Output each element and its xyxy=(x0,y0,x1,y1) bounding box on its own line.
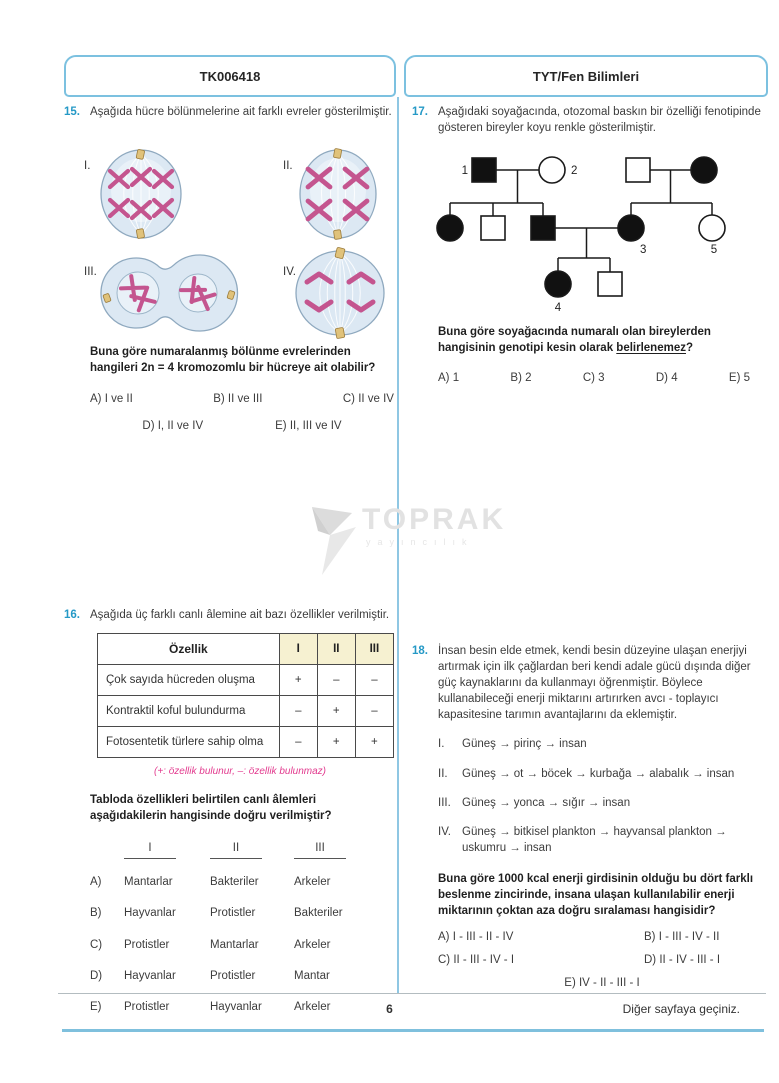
toprak-logo-icon xyxy=(306,505,358,577)
question-16 xyxy=(64,607,394,1015)
cell-figure-1-metaphase xyxy=(96,146,188,242)
answer-col-header-ii: II xyxy=(210,840,262,859)
question-17 xyxy=(412,104,766,414)
food-chain-1: I. Güneş → pirinç → insan xyxy=(438,738,587,751)
pedigree-female-5 xyxy=(699,215,725,241)
food-chain-2: II. Güneş → ot → böcek → kurbağa → alabalık → insan xyxy=(438,767,735,780)
q18-option-d: D) II - IV - III - I xyxy=(644,954,721,967)
q15-option-e: E) II, III ve IV xyxy=(275,420,342,432)
table-header-row xyxy=(98,634,394,665)
q15-option-a: A) I ve II xyxy=(90,393,133,405)
q16-option-c-letter: C) xyxy=(90,938,103,951)
question-18 xyxy=(412,643,766,992)
question-18-stem: Buna göre 1000 kcal enerji girdisinin olduğu bu dört farklı beslenme zincirinde, insana ulaşan kullanılabilir enerji miktarının çoktan aza doğru sıralaması hangisidir? xyxy=(438,872,754,918)
booklet-code-box xyxy=(64,55,396,97)
footer-accent-line xyxy=(62,1029,764,1032)
cell-figure-2-metaphase xyxy=(296,146,380,242)
question-17-number: 17. xyxy=(412,106,428,118)
question-18-number: 18. xyxy=(412,645,428,657)
booklet-code: TK006418 xyxy=(199,68,261,84)
next-page-note: Diğer sayfaya geçiniz. xyxy=(622,1002,740,1016)
table-header-feature: Özellik xyxy=(98,634,280,665)
q16-answer-grid: I II III A) Mantarlar Bakteriler Arkeler B) Hayvanlar Protistler Bakteriler C) Protistler Mantarlar Arkeler D) Hayvanlar Protistler Mantar E) Protistler Hayvanlar Arkeler xyxy=(90,840,394,1015)
pedigree-female-3-affected xyxy=(618,215,644,241)
pedigree-label-3: 3 xyxy=(640,244,647,256)
pedigree-label-1: 1 xyxy=(461,165,468,177)
q15-option-d: D) I, II ve IV xyxy=(142,420,204,432)
underlined-word: belirlenemez xyxy=(616,342,686,355)
table-header-iii: III xyxy=(355,634,393,665)
q17-option-e: E) 5 xyxy=(728,372,750,384)
question-17-stem: Buna göre soyağacında numaralı olan bireylerden hangisinin genotipi kesin olarak belirlenemez? xyxy=(438,326,711,355)
q17-option-a: A) 1 xyxy=(438,372,460,384)
q18-option-c: C) II - III - IV - I xyxy=(438,954,515,967)
pedigree-male-unaffected xyxy=(481,216,505,240)
food-chain-4: IV. Güneş → bitkisel plankton → hayvansal plankton → uskumru → insan xyxy=(438,825,727,854)
question-15-intro: Aşağıda hücre bölünmelerine ait farklı evreler gösterilmiştir. xyxy=(90,106,392,118)
pedigree-label-2: 2 xyxy=(571,165,578,177)
question-15 xyxy=(64,104,394,449)
pedigree-chart xyxy=(428,150,768,322)
watermark-brand: TOPRAK xyxy=(362,503,507,536)
section-title-box xyxy=(404,55,768,97)
q16-option-e-letter: E) xyxy=(90,1000,102,1013)
toprak-logo xyxy=(306,505,526,577)
figure-label-2: II. xyxy=(283,160,293,172)
pedigree-male-1-affected xyxy=(472,158,496,182)
table-header-i: I xyxy=(279,634,317,665)
pedigree-female-affected xyxy=(691,157,717,183)
q15-option-b: B) II ve III xyxy=(213,393,263,405)
cell-figure-3-telophase xyxy=(98,251,248,335)
q17-option-c: C) 3 xyxy=(582,372,605,384)
pedigree-female-affected xyxy=(437,215,463,241)
pedigree-male-unaffected xyxy=(598,272,622,296)
q16-option-a-letter: A) xyxy=(90,876,102,889)
pedigree-label-5: 5 xyxy=(710,244,718,256)
page-number: 6 xyxy=(386,1002,393,1016)
question-16-intro: Aşağıda üç farklı canlı âlemine ait bazı özellikler verilmiştir. xyxy=(90,609,390,621)
q18-option-b: B) I - III - IV - II xyxy=(644,931,720,944)
q16-option-d-letter: D) xyxy=(90,969,103,982)
table-row: Çok sayıda hücreden oluşma + – – xyxy=(98,665,394,696)
pedigree-female-4-affected xyxy=(545,271,571,297)
cell-figure-4-anaphase xyxy=(293,246,388,340)
q18-option-a: A) I - III - II - IV xyxy=(438,931,514,944)
watermark-subtitle: yayıncılık xyxy=(366,537,474,547)
q18-option-e: E) IV - II - III - I xyxy=(564,977,640,990)
pedigree-label-4: 4 xyxy=(554,302,562,314)
figure-label-4: IV. xyxy=(283,266,297,278)
food-chain-3: III. Güneş → yonca → sığır → insan xyxy=(438,796,631,809)
q18-answer-grid xyxy=(438,929,766,968)
q16-option-b-letter: B) xyxy=(90,907,102,920)
q17-option-d: D) 4 xyxy=(655,372,678,384)
table-legend-note: (+: özellik bulunur, –: özellik bulunmaz) xyxy=(153,766,327,778)
table-row: Kontraktil koful bulundurma – + – xyxy=(98,696,394,727)
question-15-stem: Buna göre numaralanmış bölünme evrelerinden hangileri 2n = 4 kromozomlu bir hücreye ait olabilir? xyxy=(90,346,376,375)
answer-col-header-iii: III xyxy=(294,840,346,859)
pedigree-female-2 xyxy=(539,157,565,183)
question-18-paragraph: İnsan besin elde etmek, kendi besin düzeyine ulaşan enerjiyi artırmak için ilk çağlardan beri kendi adale gücü dışında diğer güç kaynaklarını da kullanmayı öğrenmiştir. Böylece kullanabileceği enerji miktarını artırırken avcı - toplayıcı kapasitesine tarımın avantajlarını da eklemiştir. xyxy=(438,645,751,722)
footer-separator-line xyxy=(58,993,766,994)
pedigree-male-unaffected xyxy=(626,158,650,182)
section-title: TYT/Fen Bilimleri xyxy=(532,68,640,84)
table-header-ii: II xyxy=(317,634,355,665)
question-16-number: 16. xyxy=(64,609,80,621)
features-table xyxy=(97,633,394,758)
question-15-number: 15. xyxy=(64,106,80,118)
q17-option-b: B) 2 xyxy=(510,372,532,384)
question-17-intro: Aşağıdaki soyağacında, otozomal baskın bir özelliği fenotipinde gösteren bireyler koyu renkle gösterilmiştir. xyxy=(438,106,761,135)
question-16-stem: Tabloda özellikleri belirtilen canlı âlemleri aşağıdakilerin hangisinde doğru verilmiştir? xyxy=(90,794,332,823)
pedigree-male-affected xyxy=(531,216,555,240)
figure-label-3: III. xyxy=(84,266,97,278)
table-row: Fotosentetik türlere sahip olma – + + xyxy=(98,727,394,758)
figure-label-1: I. xyxy=(84,160,91,172)
q15-option-c: C) II ve IV xyxy=(342,393,394,405)
answer-col-header-i: I xyxy=(124,840,176,859)
